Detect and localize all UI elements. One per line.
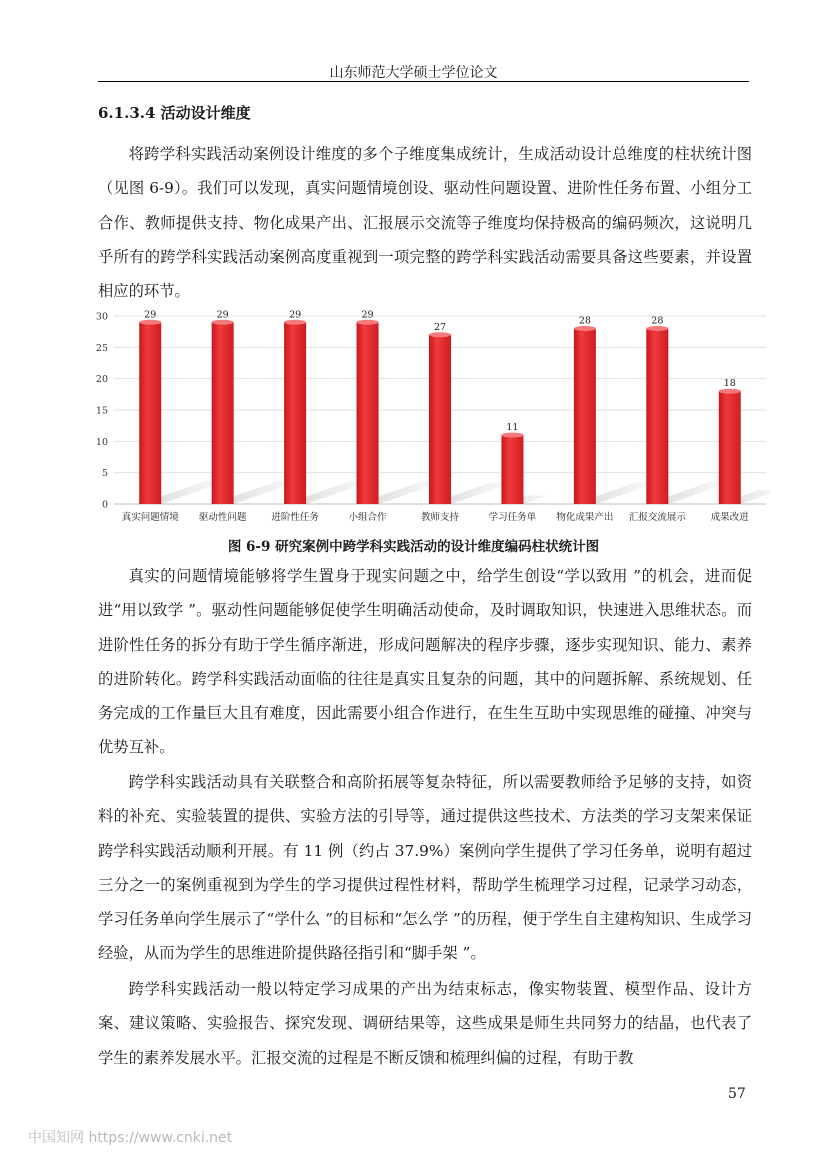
figure-caption: 图 6-9 研究案例中跨学科实践活动的设计维度编码柱状统计图 (227, 539, 600, 555)
running-header-title: 山东师范大学硕士学位论文 (329, 65, 498, 81)
bar (212, 322, 234, 504)
bar-shadows (139, 481, 770, 504)
data-label: 29 (144, 309, 157, 321)
paragraph-2: 真实的问题情境能够将学生置身于现实问题之中，给学生创设“学以致用 ”的机会，进而促进“用以致学 ”。驱动性问题能够促使学生明确活动使命，及时调取知识，快速进入思维状态。而进阶性任务的拆分有助于学生循序渐进，形成问题解决的程序步骤，逐步实现知识、能力、素养的进阶转化。跨学科实践活动面临的往往是真实且复杂的问题，其中的问题拆解、系统规划、任务完成的工作量巨大且有难度，因此需要小组合作进行，在生生互助中实现思维的碰撞、冲突与优势互补。 (98, 567, 752, 757)
bar-top (646, 326, 668, 331)
x-tick-label: 物化成果产出 (556, 512, 614, 523)
y-tick-label: 15 (95, 405, 108, 417)
y-tick-label: 5 (101, 468, 108, 480)
x-tick-label: 学习任务单 (488, 512, 537, 523)
x-tick-label: 教师支持 (420, 512, 460, 523)
paragraph-3: 跨学科实践活动具有关联整合和高阶拓展等复杂特征，所以需要教师给予足够的支持，如资料的补充、实验装置的提供、实验方法的引导等，通过提供这些技术、方法类的学习支架来保证跨学科实践活动顺利开展。有 11 例（约占 37.9%）案例向学生提供了学习任务单，说明有超过三分之一的案例重视到为学生的学习提供过程性材料，帮助学生梳理学习过程，记录学习动态，学习任务单向学生展示了“学什么 ”的目标和“怎么学 ”的历程，便于学生自主建构知识、生成学习经验，从而为学生的思维进阶提供路径指引和“脚手架 ”。 (98, 773, 752, 963)
bar (574, 329, 596, 504)
data-label: 29 (289, 309, 302, 321)
cnki-watermark: 中国知网 https://www.cnki.net (28, 1130, 233, 1146)
data-label: 28 (651, 315, 664, 327)
bar (357, 322, 379, 504)
data-label: 27 (433, 321, 447, 333)
y-tick-label: 25 (95, 342, 108, 354)
bar-top (719, 389, 741, 394)
bar (646, 329, 668, 504)
x-tick-label: 驱动性问题 (198, 512, 247, 523)
bar (501, 435, 523, 504)
bar (139, 322, 161, 504)
paragraph-4: 跨学科实践活动一般以特定学习成果的产出为结束标志，像实物装置、模型作品、设计方案、建议策略、实验报告、探究发现、调研结果等，这些成果是师生共同努力的结晶，也代表了学生的素养发展水平。汇报交流的过程是不断反馈和梳理纠偏的过程，有助于教 (98, 980, 752, 1067)
y-tick-label: 10 (95, 436, 108, 448)
bar-top (139, 320, 161, 325)
y-tick-label: 30 (95, 311, 108, 323)
x-axis-ticks (122, 511, 750, 523)
bar-top (429, 332, 451, 337)
page-number: 57 (728, 1086, 746, 1102)
data-label: 29 (216, 309, 229, 321)
x-tick-label: 小组合作 (348, 512, 387, 523)
bar (284, 322, 306, 504)
bar-chart (94, 308, 770, 530)
bar-top (574, 326, 596, 331)
section-heading: 6.1.3.4 活动设计维度 (98, 104, 251, 122)
header-rule (98, 81, 749, 82)
x-tick-label: 汇报交流展示 (628, 512, 686, 523)
bar-top (284, 320, 306, 325)
bar (429, 335, 451, 504)
x-tick-label: 进阶性任务 (271, 512, 319, 523)
bars (139, 320, 741, 504)
data-label: 28 (578, 315, 591, 327)
y-tick-label: 0 (101, 499, 108, 511)
paragraph-1: 将跨学科实践活动案例设计维度的多个子维度集成统计，生成活动设计总维度的柱状统计图（见图 6-9）。我们可以发现，真实问题情境创设、驱动性问题设置、进阶性任务布置、小组分工合作、教师提供支持、物化成果产出、汇报展示交流等子维度均保持极高的编码频次，这说明几乎所有的跨学科实践活动案例高度重视到一项完整的跨学科实践活动需要具备这些要素，并设置相应的环节。 (98, 145, 752, 301)
bar-top (357, 320, 379, 325)
data-label: 18 (723, 378, 736, 390)
bar-top (212, 320, 234, 325)
data-label: 11 (506, 422, 519, 434)
bar-top (501, 433, 523, 438)
y-tick-label: 20 (95, 374, 108, 386)
x-tick-label: 真实问题情境 (121, 512, 179, 523)
y-axis-ticks (96, 312, 108, 511)
x-tick-label: 成果改进 (710, 512, 749, 523)
data-label: 29 (361, 309, 374, 321)
bar (719, 391, 741, 504)
